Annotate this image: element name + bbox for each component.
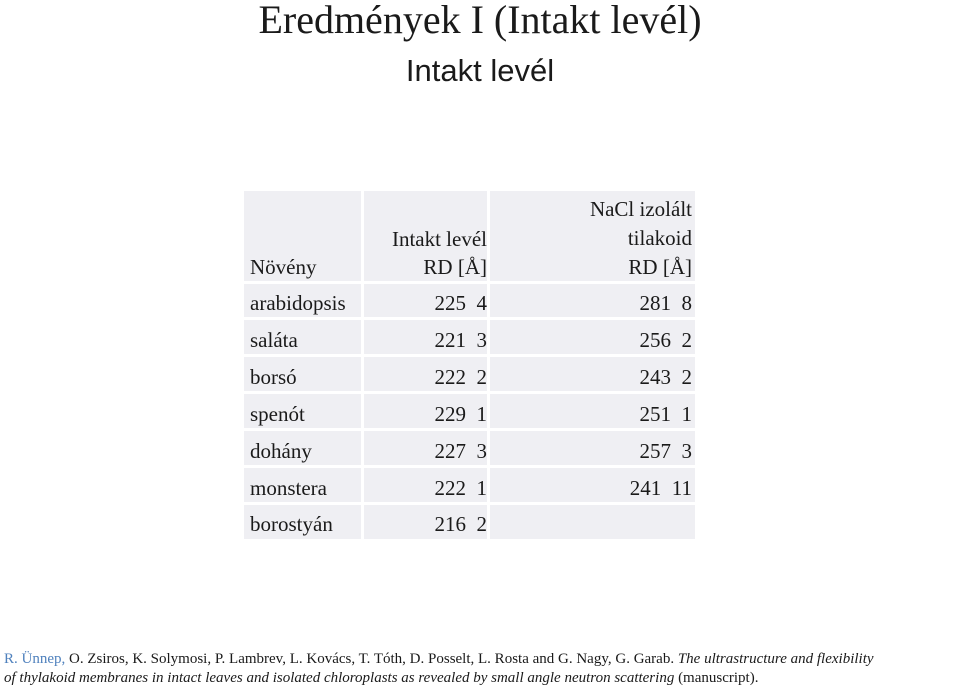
citation-line-1: [4, 651, 960, 668]
table-row-intact: 222 2: [434, 365, 487, 389]
table-row-nacl: 256 2: [639, 328, 692, 352]
table-row-plant: dohány: [250, 439, 312, 463]
citation-line-2: [4, 670, 960, 687]
row-separator: [244, 428, 695, 431]
table-row-intact: 221 3: [434, 328, 487, 352]
slide-title: Eredmények I (Intakt levél): [258, 0, 702, 42]
table-row-nacl: 257 3: [639, 439, 692, 463]
table-row-intact: 225 4: [434, 291, 487, 315]
table-row-nacl: 243 2: [639, 365, 692, 389]
table-row-plant: borostyán: [250, 512, 333, 536]
citation-title-part2: of thylakoid membranes in intact leaves and isolated chloroplasts as revealed by small angle neutron scattering: [4, 670, 675, 686]
table-row-intact: 216 2: [434, 512, 487, 536]
header-nacl-line3: RD [Å]: [628, 255, 692, 279]
table-row-nacl: 251 1: [639, 402, 692, 426]
citation-authors: O. Zsiros, K. Solymosi, P. Lambrev, L. Kovács, T. Tóth, D. Posselt, L. Rosta and G. Nagy, G. Garab.: [65, 651, 675, 667]
table-row-plant: spenót: [250, 402, 305, 426]
table-row-plant: borsó: [250, 365, 297, 389]
table-row-nacl: 241 11: [629, 476, 692, 500]
row-separator: [244, 317, 695, 320]
table-row-nacl: 281 8: [639, 291, 692, 315]
citation-title-part1: The ultrastructure and flexibility: [677, 651, 874, 667]
table-row-plant: monstera: [250, 476, 327, 500]
slide-subtitle: Intakt levél: [405, 53, 555, 88]
header-nacl-line2: tilakoid: [627, 226, 692, 250]
citation-note: (manuscript).: [678, 670, 759, 686]
results-table: [244, 191, 695, 539]
row-separator: [244, 502, 695, 505]
citation-highlighted-author: R. Ünnep,: [4, 651, 66, 667]
table-row-intact: 229 1: [434, 402, 487, 426]
table-row-plant: arabidopsis: [250, 291, 346, 315]
row-separator: [244, 465, 695, 468]
table-row-intact: 227 3: [434, 439, 487, 463]
row-separator: [244, 391, 695, 394]
row-separator: [244, 281, 695, 284]
header-plant: Növény: [250, 255, 317, 279]
table-row-intact: 222 1: [434, 476, 487, 500]
header-intact-line1: Intakt levél: [391, 227, 487, 251]
table-row-plant: saláta: [250, 328, 298, 352]
row-separator: [244, 354, 695, 357]
header-nacl-line1: NaCl izolált: [589, 197, 692, 221]
header-intact-line2: RD [Å]: [423, 255, 487, 279]
